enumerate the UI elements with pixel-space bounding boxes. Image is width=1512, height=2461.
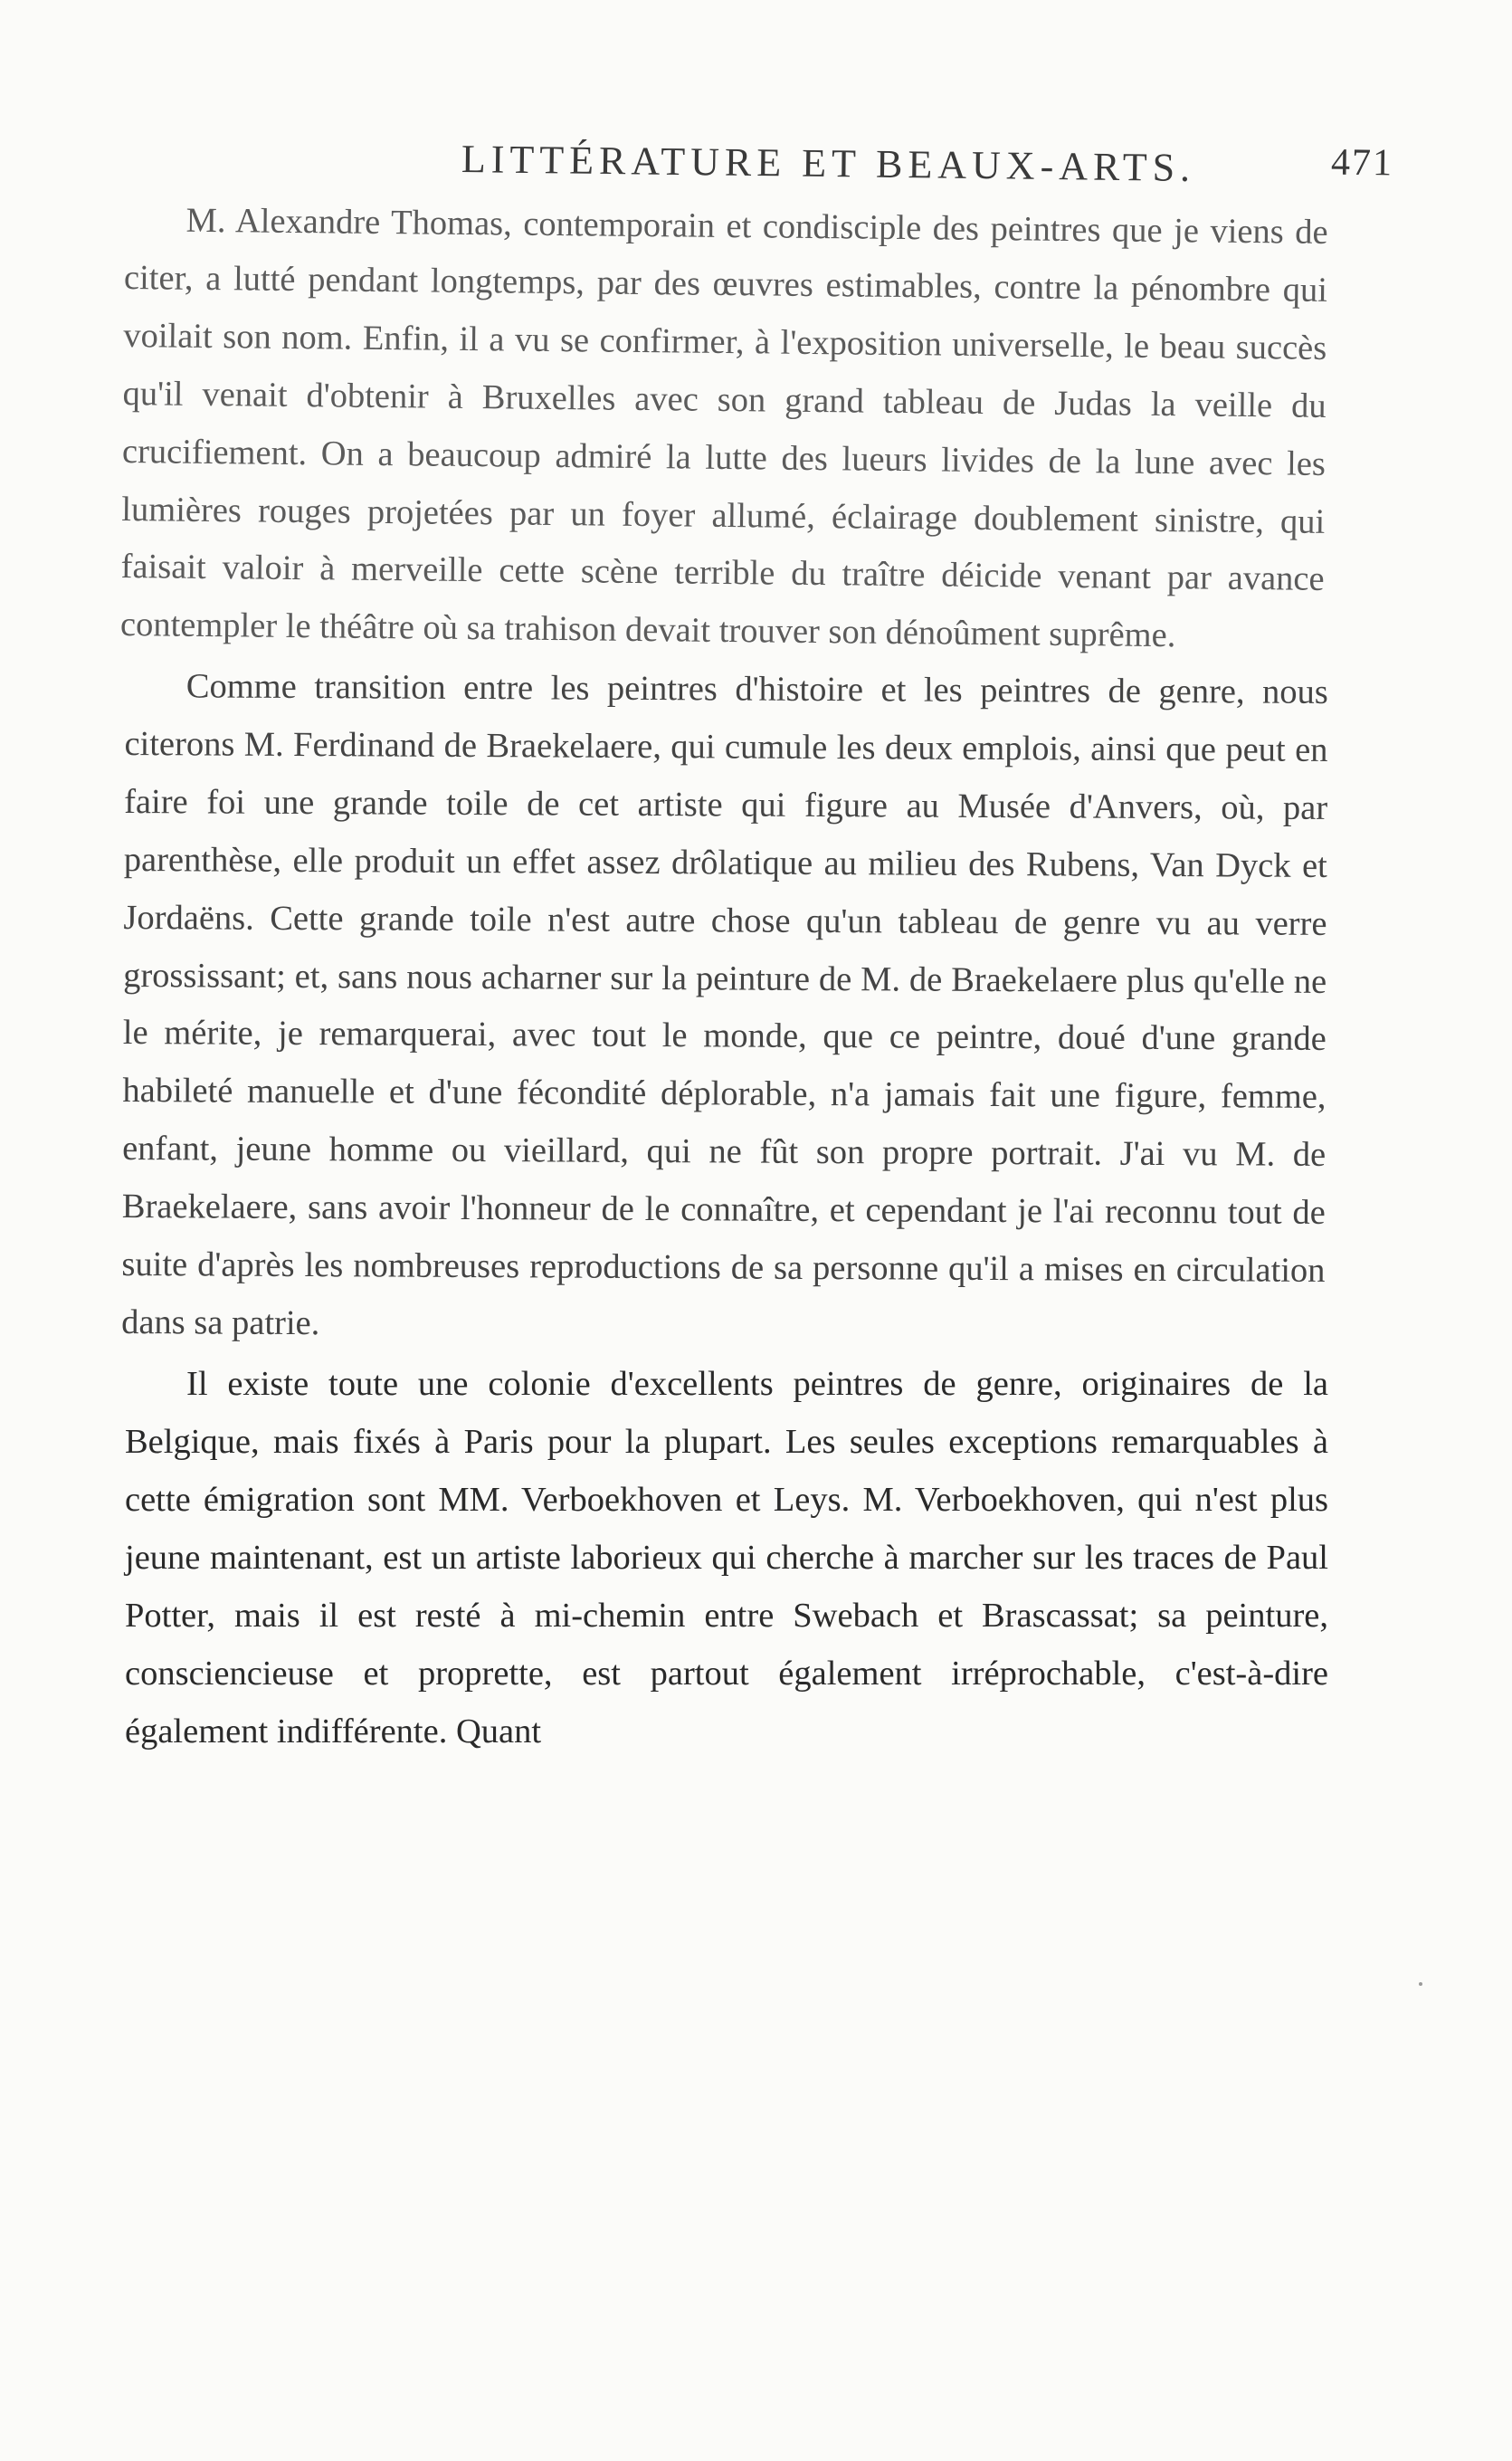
running-header <box>344 136 1393 190</box>
margin-speck <box>1419 1982 1422 1986</box>
paragraph-belgian-genre-painters: Il existe toute une colonie d'excellents peintres de genre, originaires de la Belgique, mais fixés à Paris pour la plupart. Les seules exceptions remarquables à cette émigration sont MM. Verboekhoven et Leys. M. Verboekhoven, qui n'est plus jeune maintenant, est un artiste laborieux qui cherche à marcher sur les traces de Paul Potter, mais il est resté à mi-chemin entre Swebach et Brascassat; sa peinture, consciencieuse et proprette, est partout également irréprochable, c'est-à-dire également indifférente. Quant <box>125 1365 1328 1750</box>
paragraph-alexandre-thomas: M. Alexandre Thomas, contemporain et condisciple des peintres que je viens de citer, a lutté pendant longtemps, par des œuvres estimables, contre la pénombre qui voilait son nom. Enfin, il a vu se confirmer, à l'exposition universelle, le beau succès qu'il venait d'obtenir à Bruxelles avec son grand tableau de Judas la veille du crucifiement. On a beaucoup admiré la lutte des lueurs livides de la lune avec les lumières rouges projetées par un foyer allumé, éclairage doublement sinistre, qui faisait valoir à merveille cette scène terrible du traître déicide venant par avance contempler le théâtre où sa trahison devait trouver son dénoûment suprême. <box>119 201 1328 655</box>
paragraph-braekelaere: Comme transition entre les peintres d'histoire et les peintres de genre, nous citerons M. Ferdinand de Braekelaere, qui cumule les deux emplois, ainsi que peut en faire foi une grande toile de cet artiste qui figure au Musée d'Anvers, où, par parenthèse, elle produit un effet assez drôlatique au milieu des Rubens, Van Dyck et Jordaëns. Cette grande toile n'est autre chose qu'un tableau de genre vu au verre grossissant; et, sans nous acharner sur la peinture de M. de Braekelaere plus qu'elle ne le mérite, je remarquerai, avec tout le monde, que ce peintre, doué d'une grande habileté manuelle et d'une fécondité déplorable, n'a jamais fait une figure, femme, enfant, jeune homme ou vieillard, qui ne fût son propre portrait. J'ai vu M. de Braekelaere, sans avoir l'honneur de le connaître, et cependant je l'ai reconnu tout de suite d'après les nombreuses reproductions de sa personne qu'il a mises en circulation dans sa patrie. <box>121 667 1328 1343</box>
running-title: LITTÉRATURE ET BEAUX-ARTS. <box>461 136 1196 190</box>
body-text <box>119 192 1328 1760</box>
page-number: 471 <box>1330 141 1394 185</box>
